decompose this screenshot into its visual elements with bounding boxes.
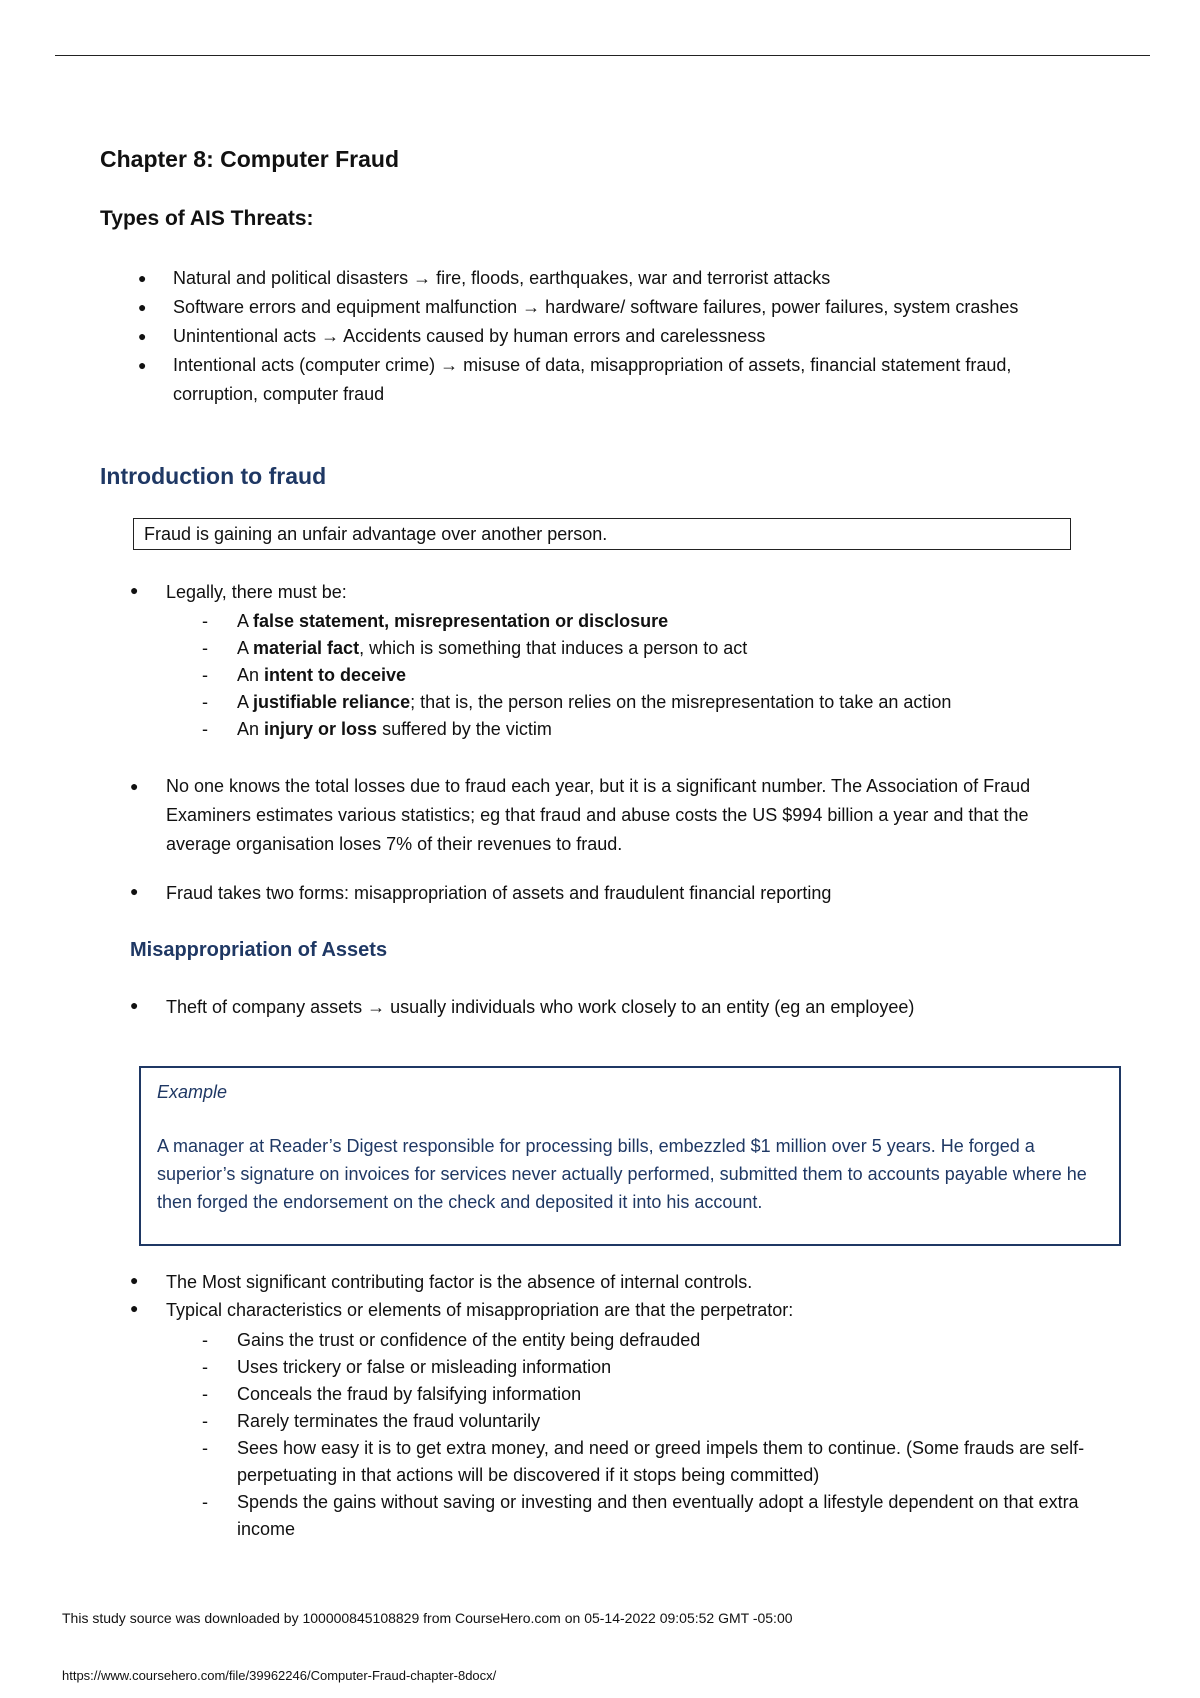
- misappropriation-heading: Misappropriation of Assets: [130, 939, 388, 961]
- legal-items-list: [202, 608, 1137, 743]
- threats-heading: Types of AIS Threats:: [100, 207, 314, 230]
- list-item: - Rarely terminates the fraud voluntarily: [237, 1408, 1097, 1435]
- dash-icon: -: [202, 665, 208, 685]
- dash-icon: -: [202, 1438, 208, 1458]
- threats-list: [138, 264, 1053, 409]
- dash-icon: -: [202, 1411, 208, 1431]
- example-label: Example: [157, 1082, 228, 1102]
- dash-icon: -: [202, 638, 208, 658]
- list-item: - Gains the trust or confidence of the entity being defrauded: [237, 1327, 1097, 1354]
- source-note: This study source was downloaded by 100000845108829 from CourseHero.com on 05-14-2022 09:05:52 GMT -05:00: [62, 1610, 793, 1626]
- list-item: - A false statement, misrepresentation or disclosure: [237, 608, 1137, 635]
- bullet-icon: ●: [138, 328, 147, 344]
- most-significant-paragraph: ● The Most significant contributing factor is the absence of internal controls.: [130, 1272, 753, 1292]
- list-item: - A material fact, which is something that induces a person to act: [237, 635, 1137, 662]
- legal-intro: ● Legally, there must be:: [130, 582, 347, 602]
- list-item: - An intent to deceive: [237, 662, 1137, 689]
- dash-icon: -: [202, 1357, 208, 1377]
- dash-icon: -: [202, 1492, 208, 1512]
- bullet-icon: ●: [130, 1272, 139, 1288]
- list-item: - Spends the gains without saving or investing and then eventually adopt a lifestyle dependent on that extra income: [237, 1489, 1097, 1543]
- losses-paragraph: ● No one knows the total losses due to fraud each year, but it is a significant number. The Association of Fraud Examiners estimates various statistics; eg that fraud and abuse costs the US $994 billion a year and that the average organisation loses 7% of their revenues to fraud.: [166, 772, 1086, 859]
- definition-box: Fraud is gaining an unfair advantage over another person.: [133, 518, 1071, 550]
- dash-icon: -: [202, 719, 208, 739]
- chapter-title: Chapter 8: Computer Fraud: [100, 146, 400, 172]
- dash-icon: -: [202, 692, 208, 712]
- theft-paragraph: ● Theft of company assets → usually individuals who work closely to an entity (eg an employee): [130, 997, 915, 1017]
- bullet-icon: ●: [138, 299, 147, 315]
- source-url[interactable]: https://www.coursehero.com/file/39962246/Computer-Fraud-chapter-8docx/: [62, 1668, 497, 1683]
- list-item: - Conceals the fraud by falsifying information: [237, 1381, 1097, 1408]
- forms-paragraph: ● Fraud takes two forms: misappropriation of assets and fraudulent financial reporting: [130, 883, 832, 903]
- bullet-icon: ●: [138, 357, 147, 373]
- bullet-icon: ●: [130, 778, 139, 794]
- dash-icon: -: [202, 611, 208, 631]
- dash-icon: -: [202, 1330, 208, 1350]
- example-text: A manager at Reader’s Digest responsible for processing bills, embezzled $1 million over 5 years. He forged a superior’s signature on invoices for services never actually performed, submitted them to accounts payable where he then forged the endorsement on the check and deposited it into his account.: [157, 1136, 1087, 1212]
- bullet-icon: ●: [138, 270, 147, 286]
- bullet-icon: ●: [130, 1300, 139, 1316]
- typical-intro: ● Typical characteristics or elements of misappropriation are that the perpetrator:: [130, 1300, 794, 1320]
- top-rule: [55, 55, 1150, 56]
- list-item: - Uses trickery or false or misleading information: [237, 1354, 1097, 1381]
- dash-icon: -: [202, 1384, 208, 1404]
- example-box: [139, 1066, 1121, 1246]
- list-item: ● Natural and political disasters → fire, floods, earthquakes, war and terrorist attacks: [173, 264, 1053, 293]
- characteristics-list: [202, 1327, 1097, 1543]
- list-item: ● Intentional acts (computer crime) → misuse of data, misappropriation of assets, financial statement fraud, corruption, computer fraud: [173, 351, 1053, 409]
- list-item: ● Unintentional acts → Accidents caused by human errors and carelessness: [173, 322, 1053, 351]
- list-item: ● Software errors and equipment malfunction → hardware/ software failures, power failures, system crashes: [173, 293, 1053, 322]
- bullet-icon: ●: [130, 883, 139, 899]
- list-item: - An injury or loss suffered by the victim: [237, 716, 1137, 743]
- intro-heading: Introduction to fraud: [100, 463, 327, 489]
- list-item: - Sees how easy it is to get extra money, and need or greed impels them to continue. (Some frauds are self-perpetuating in that actions will be discovered if it stops being committed): [237, 1435, 1097, 1489]
- bullet-icon: ●: [130, 582, 139, 598]
- list-item: - A justifiable reliance; that is, the person relies on the misrepresentation to take an action: [237, 689, 1137, 716]
- bullet-icon: ●: [130, 997, 139, 1013]
